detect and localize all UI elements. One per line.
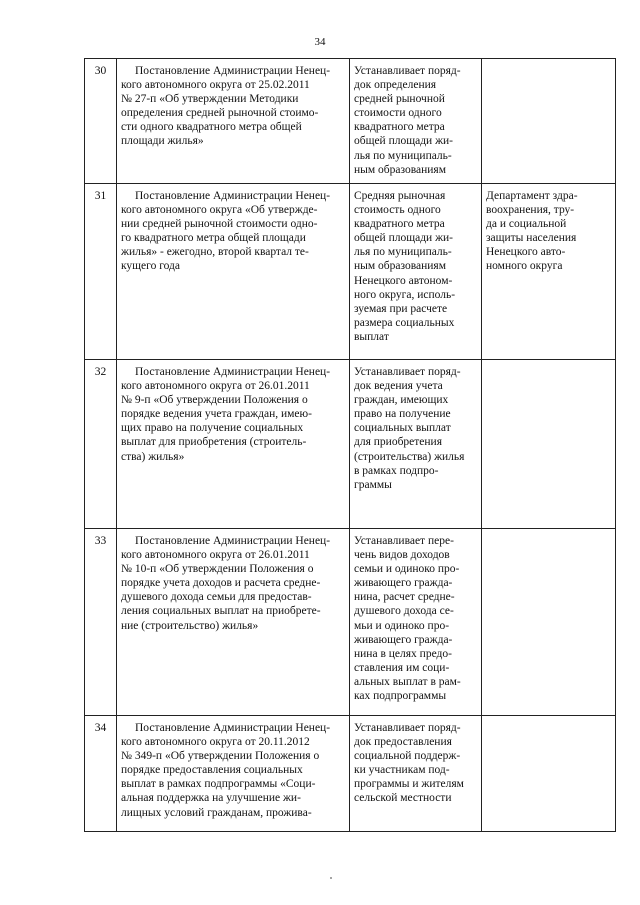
description-line: ки участникам под- [354,764,450,777]
legal-act-line: № 10-п «Об утверждении Положения о [121,563,314,576]
responsible-cell [482,529,616,716]
legal-act-cell [117,184,350,360]
legal-act-line: Постановление Администрации Ненец- [135,190,331,202]
responsible-line: Департамент здра- [486,190,578,202]
description-line: Средняя рыночная [354,190,446,202]
responsible-line: защиты населения [486,232,577,245]
description-line: (строительства) жилья [354,450,465,463]
description-line: право на получение [354,408,451,421]
document-table [84,58,616,832]
description-cell [350,360,482,529]
row-number: 31 [85,184,117,360]
legal-act-line: выплат для приобретения (строитель- [121,436,307,449]
description-line: ным образованиям [354,163,446,176]
legal-act-line: кого автономного округа от 20.11.2012 [121,736,310,749]
legal-act-line: го квадратного метра общей площади [121,232,306,245]
description-line: Ненецкого автоном- [354,274,453,287]
description-line: док предоставления [354,736,452,749]
legal-act-line: кого автономного округа от 25.02.2011 [121,79,310,92]
legal-act-line: сти одного квадратного метра общей [121,121,302,134]
description-line: в рамках подпро- [354,464,439,477]
description-cell [350,184,482,360]
description-line: социальной поддерж- [354,750,461,763]
description-line: квадратного метра [354,121,445,134]
legal-act-cell [117,360,350,529]
legal-act-cell [117,59,350,184]
responsible-line: воохранения, тру- [486,204,575,217]
legal-act-line: порядке предоставления социальных [121,764,303,777]
description-line: док ведения учета [354,380,443,393]
legal-act-line: порядке ведения учета граждан, имею- [121,408,312,421]
legal-act-line: Постановление Администрации Ненец- [135,535,331,547]
description-line: граммы [354,478,392,491]
description-line: выплат [354,330,389,343]
description-line: нина в целях предо- [354,647,452,660]
legal-act-line: № 27-п «Об утверждении Методики [121,93,299,106]
legal-act-line: № 349-п «Об утверждении Положения о [121,750,320,763]
description-cell [350,529,482,716]
description-line: социальных выплат [354,422,451,435]
description-line: сельской местности [354,792,452,805]
description-line: семьи и одиноко про- [354,563,460,576]
legal-act-line: кого автономного округа от 26.01.2011 [121,549,310,562]
description-cell [350,59,482,184]
page-number: 34 [314,36,326,48]
table-row [85,716,616,832]
description-line: чень видов доходов [354,549,450,562]
description-line: стоимость одного [354,204,441,217]
legal-act-line: кого автономного округа «Об утвержде- [121,204,318,217]
legal-act-line: ления социальных выплат на приобрете- [121,605,321,618]
table-row [85,529,616,716]
description-line: общей площади жи- [354,135,454,148]
description-line: душевого дохода се- [354,605,454,618]
legal-act-line: определения средней рыночной стоимо- [121,107,319,120]
scan-speck [330,877,332,879]
description-line: живающего гражда- [354,577,453,590]
description-line: для приобретения [354,436,442,449]
responsible-line: Ненецкого авто- [486,246,566,259]
description-line: ного округа, исполь- [354,288,456,301]
table-row [85,184,616,360]
description-line: средней рыночной [354,93,445,106]
responsible-cell [482,184,616,360]
description-line: док определения [354,79,437,92]
description-line: Устанавливает пере- [354,535,454,547]
description-line: граждан, имеющих [354,394,449,407]
legal-act-line: душевого дохода семьи для предостав- [121,591,312,604]
description-line: программы и жителям [354,778,464,791]
legal-act-cell [117,716,350,832]
table-row [85,360,616,529]
description-line: альных выплат в рам- [354,675,461,688]
description-line: Устанавливает поряд- [354,722,461,734]
description-line: размера социальных [354,316,455,329]
description-line: лья по муниципаль- [354,149,452,162]
legal-act-line: щих право на получение социальных [121,422,304,435]
description-line: Устанавливает поряд- [354,366,461,378]
description-line: ставления им соци- [354,661,450,674]
legal-act-line: Постановление Администрации Ненец- [135,366,331,378]
legal-act-line: ние (строительство) жилья» [121,619,259,632]
legal-act-line: Постановление Администрации Ненец- [135,722,331,734]
description-cell [350,716,482,832]
description-line: ках подпрограммы [354,690,447,703]
legal-act-line: Постановление Администрации Ненец- [135,65,331,77]
row-number: 33 [85,529,117,716]
row-number: 32 [85,360,117,529]
description-line: мьи и одиноко про- [354,619,450,632]
legal-act-line: лищных условий гражданам, прожива- [121,806,312,819]
legal-act-line: площади жилья» [121,135,204,148]
legal-act-line: кущего года [121,260,180,273]
legal-act-line: порядке учета доходов и расчета средне- [121,577,321,590]
legal-act-line: № 9-п «Об утверждении Положения о [121,394,308,407]
description-line: квадратного метра [354,218,445,231]
description-line: нина, расчет средне- [354,591,455,604]
legal-act-cell [117,529,350,716]
legal-act-line: жилья» - ежегодно, второй квартал те- [121,246,309,259]
row-number: 34 [85,716,117,832]
legal-act-line: ства) жилья» [121,450,185,463]
legal-act-line: кого автономного округа от 26.01.2011 [121,380,310,393]
description-line: живающего гражда- [354,633,453,646]
description-line: стоимости одного [354,107,442,120]
responsible-line: да и социальной [486,218,567,231]
description-line: Устанавливает поряд- [354,65,461,77]
legal-act-line: альная поддержка на улучшение жи- [121,792,301,805]
description-line: лья по муниципаль- [354,246,452,259]
legal-act-line: выплат в рамках подпрограммы «Соци- [121,778,316,791]
description-line: ным образованиям [354,260,446,273]
responsible-line: номного округа [486,260,563,273]
description-line: зуемая при расчете [354,302,448,315]
table-row [85,59,616,184]
responsible-cell [482,716,616,832]
description-line: общей площади жи- [354,232,454,245]
row-number: 30 [85,59,117,184]
responsible-cell [482,360,616,529]
legal-act-line: нии средней рыночной стоимости одно- [121,218,318,231]
responsible-cell [482,59,616,184]
